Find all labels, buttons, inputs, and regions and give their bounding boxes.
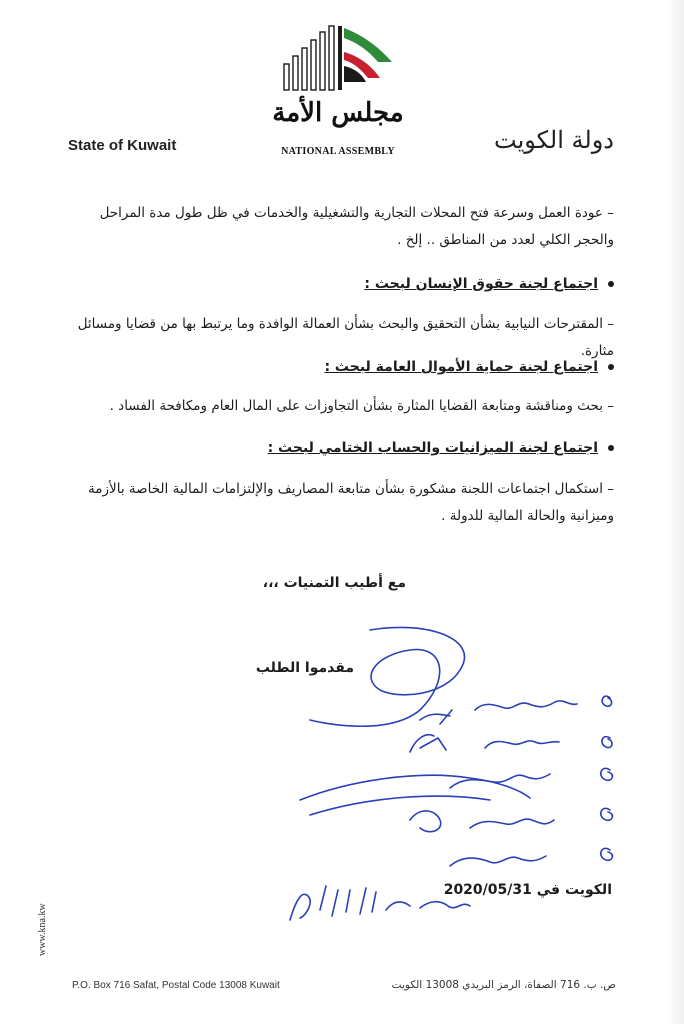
heading-text: اجتماع لجنة الميزانيات والحساب الختامي لبحث : [267,440,598,456]
bullet-icon [608,281,614,287]
heading-text: اجتماع لجنة حقوق الإنسان لبحث : [364,276,598,292]
paragraph-public-funds: – بحث ومناقشة ومتابعة القضايا المثارة بشأن التجاوزات على المال العام ومكافحة الفساد . [109,398,614,414]
paragraph-budget-followup: – استكمال اجتماعات اللجنة مشكورة بشأن متابعة المصاريف والإلتزامات المالية الخاصة بالأزمة وميزانية والحالة المالية للدولة . [88,481,614,524]
heading-public-funds-committee [66,356,614,378]
bullet-icon [608,364,614,370]
assembly-name-arabic: مجلس الأمة [272,98,404,128]
footer-address-arabic: ص. ب. 716 الصفاة، الرمز البريدي 13008 الكويت [391,979,616,991]
document-date: الكويت في 2020/05/31 [443,882,612,898]
applicants-label: مقدموا الطلب [255,660,354,676]
state-name-english: State of Kuwait [68,137,177,154]
national-assembly-logo-icon [280,22,396,94]
footer-address-english: P.O. Box 716 Safat, Postal Code 13008 Kuwait [72,980,280,991]
state-name-arabic: دولة الكويت [494,126,614,154]
website-vertical [35,876,49,956]
closing-wishes: مع أطيب التمنيات ،،، [262,575,406,591]
bullet-icon [608,445,614,451]
website-text: www.kna.kw [37,903,48,956]
page-fold-shadow [666,0,684,1024]
assembly-name-english: NATIONAL ASSEMBLY [281,146,395,157]
heading-text: اجتماع لجنة حماية الأموال العامة لبحث : [324,359,598,375]
heading-budgets-committee [66,437,614,459]
heading-human-rights-committee [66,273,614,295]
paragraph-expat-labor: – المقترحات النيابية بشأن التحقيق والبحث بشأن العمالة الوافدة وما يرتبط بها من قضايا ومسائل مثارة. [77,316,614,359]
paragraph-business-reopening: – عودة العمل وسرعة فتح المحلات التجارية والتشغيلية والخدمات في ظل طول مدة المراحل والحجر الكلي لعدد من المناطق .. إلخ . [99,205,614,248]
